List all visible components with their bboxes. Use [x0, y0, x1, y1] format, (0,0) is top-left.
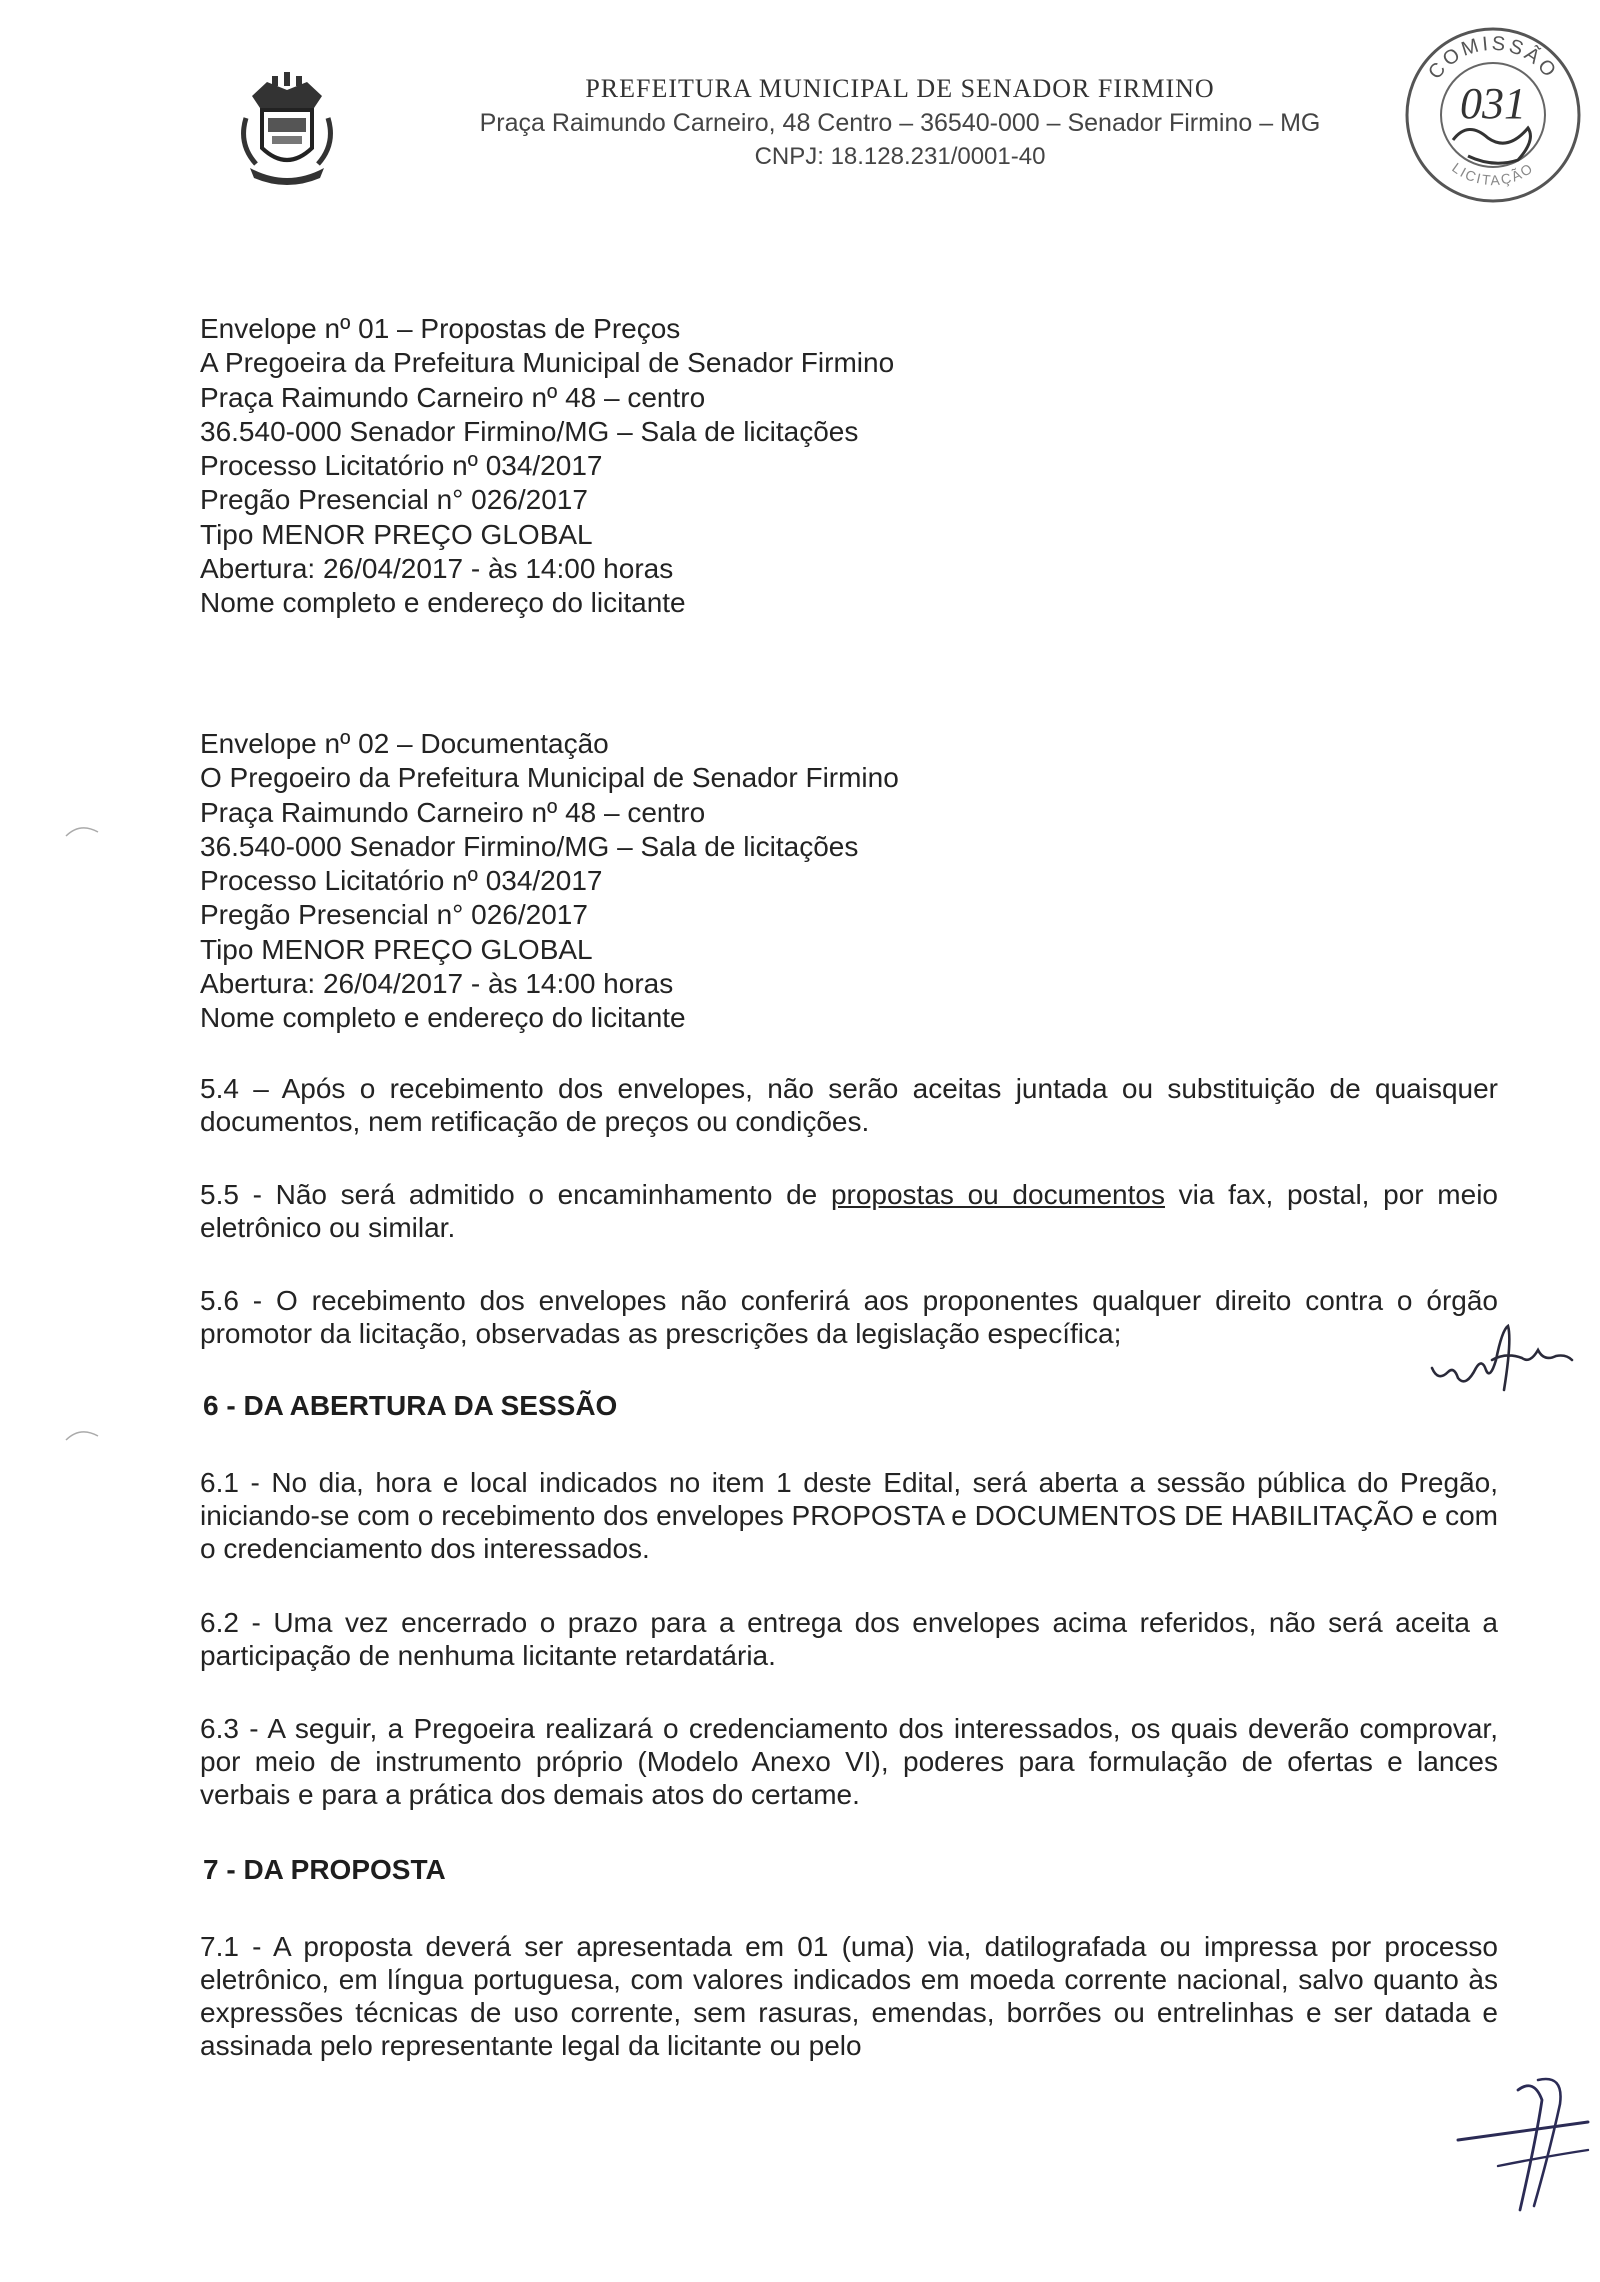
envelope-line: 36.540-000 Senador Firmino/MG – Sala de licitações	[200, 830, 859, 862]
clause-5-4: 5.4 – Após o recebimento dos envelopes, não serão aceitas juntada ou substituição de quaisquer documentos, nem retificação de preços ou condições.	[200, 1073, 1498, 1137]
envelope-line: Envelope nº 01 – Propostas de Preços	[200, 313, 681, 344]
section-6-heading: 6 - DA ABERTURA DA SESSÃO	[203, 1390, 618, 1421]
envelope-line: A Pregoeira da Prefeitura Municipal de Senador Firmino	[200, 347, 895, 379]
punch-mark	[62, 1424, 102, 1444]
envelope-line: Pregão Presencial n° 026/2017	[200, 899, 588, 931]
envelope-line: Pregão Presencial n° 026/2017	[200, 484, 588, 516]
clause-5-5-underlined: propostas ou documentos	[830, 1179, 1165, 1210]
svg-text:COMISSÃO	[1424, 33, 1562, 84]
clause-5-5-end: via fax, postal, por meio eletrônico ou similar.	[200, 1179, 1498, 1243]
envelope-line: Tipo MENOR PREÇO GLOBAL	[200, 933, 593, 965]
section-7-heading: 7 - DA PROPOSTA	[203, 1854, 446, 1885]
organization-address: Praça Raimundo Carneiro, 48 Centro – 36540-000 – Senador Firmino – MG	[479, 109, 1321, 137]
handwritten-signature-icon	[1438, 2070, 1598, 2220]
municipal-coat-of-arms-icon	[232, 68, 342, 188]
seal-bottom-text: LICITAÇÃO	[1449, 159, 1537, 189]
envelope-line: Processo Licitatório nº 034/2017	[200, 450, 603, 482]
punch-mark	[62, 820, 102, 840]
clause-6-3: 6.3 - A seguir, a Pregoeira realizará o credenciamento dos interessados, os quais deverão comprovar, por meio de instrumento próprio (Modelo Anexo VI), poderes para formulação de ofertas e lances verbais e para a prática dos demais atos do certame.	[200, 1713, 1498, 1810]
envelope-line: Envelope nº 02 – Documentação	[200, 728, 609, 759]
envelope-1-label	[200, 312, 1100, 621]
envelope-line: Tipo MENOR PREÇO GLOBAL	[200, 518, 593, 550]
envelope-line: Abertura: 26/04/2017 - às 14:00 horas	[200, 553, 674, 585]
organization-name: PREFEITURA MUNICIPAL DE SENADOR FIRMINO	[585, 74, 1215, 103]
envelope-line: Praça Raimundo Carneiro nº 48 – centro	[200, 796, 706, 828]
envelope-line: 36.540-000 Senador Firmino/MG – Sala de licitações	[200, 415, 859, 447]
envelope-line: O Pregoeiro da Prefeitura Municipal de Senador Firmino	[200, 762, 899, 794]
letterhead	[400, 72, 1400, 174]
clause-6-2: 6.2 - Uma vez encerrado o prazo para a entrega dos envelopes acima referidos, não será aceita a participação de nenhuma licitante retardatária.	[200, 1607, 1498, 1671]
clause-6-1: 6.1 - No dia, hora e local indicados no item 1 deste Edital, será aberta a sessão pública do Pregão, iniciando-se com o recebimento dos envelopes PROPOSTA e DOCUMENTOS DE HABILITAÇÃO e com o credenciamento dos interessados.	[200, 1467, 1498, 1564]
seal-top-text: COMISSÃO	[1424, 32, 1562, 84]
clause-5-6: 5.6 - O recebimento dos envelopes não conferirá aos proponentes qualquer direito contra o órgão promotor da licitação, observadas as prescrições da legislação específica;	[200, 1285, 1498, 1349]
clause-5-5	[200, 1178, 1498, 1244]
envelope-line: Abertura: 26/04/2017 - às 14:00 horas	[200, 968, 674, 1000]
clause-7-1: 7.1 - A proposta deverá ser apresentada em 01 (uma) via, datilografada ou impressa por processo eletrônico, em língua portuguesa, com valores indicados em moeda corrente nacional, salvo quanto às expressões técnicas de uso corrente, sem rasuras, emendas, borrões ou entrelinhas e ser datada e assinada pelo representante legal da licitante ou pelo	[200, 1931, 1498, 2061]
seal-number: 031	[1460, 79, 1526, 128]
handwritten-initials-icon	[1426, 1320, 1576, 1400]
clause-5-5-start: 5.5 - Não será admitido o encaminhamento de	[200, 1179, 831, 1210]
envelope-line: Praça Raimundo Carneiro nº 48 – centro	[200, 381, 706, 413]
envelope-2-label	[200, 727, 1100, 1036]
envelope-line: Nome completo e endereço do licitante	[200, 1002, 686, 1034]
commission-stamp-icon	[1398, 20, 1588, 210]
organization-cnpj: CNPJ: 18.128.231/0001-40	[754, 143, 1046, 170]
envelope-line: Nome completo e endereço do licitante	[200, 587, 686, 619]
envelope-line: Processo Licitatório nº 034/2017	[200, 865, 603, 897]
